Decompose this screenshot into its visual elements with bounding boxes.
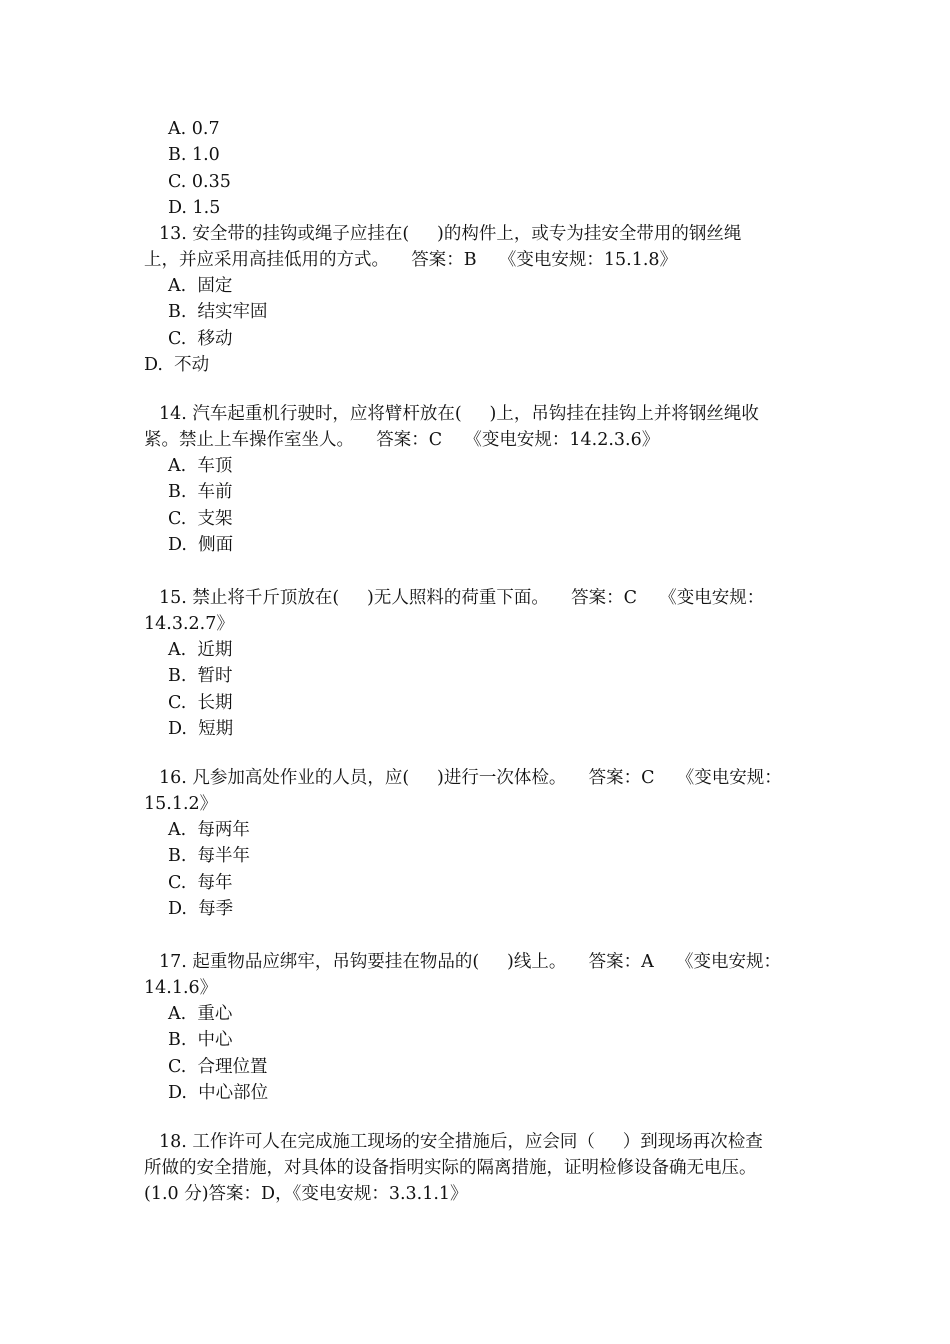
question-15-text: 15. 禁止将千斤顶放在( )无人照料的荷重下面。 答案：C 《变电安规： — [159, 588, 765, 608]
question-16-answer: 15.1.2》 — [144, 794, 218, 814]
option-a: A. 重心 — [168, 1004, 233, 1024]
option-a: A. 0.7 — [168, 119, 220, 139]
option-d: D. 每季 — [168, 899, 234, 919]
option-c: C. 0.35 — [168, 172, 231, 192]
option-d: D. 侧面 — [168, 535, 234, 555]
option-b: B. 每半年 — [168, 846, 251, 866]
question-14-answer: 紧。禁止上车操作室坐人。 答案：C 《变电安规：14.2.3.6》 — [144, 430, 660, 450]
question-15-answer: 14.3.2.7》 — [144, 614, 234, 634]
option-b: B. 暂时 — [168, 666, 233, 686]
question-13-answer: 上，并应采用高挂低用的方式。 答案：B 《变电安规：15.1.8》 — [144, 250, 678, 270]
option-b: B. 车前 — [168, 482, 233, 502]
question-17-answer: 14.1.6》 — [144, 978, 218, 998]
question-18-text-cont: 所做的安全措施，对具体的设备指明实际的隔离措施，证明检修设备确无电压。 — [144, 1158, 757, 1178]
option-a: A. 车顶 — [168, 456, 233, 476]
option-d: D. 中心部位 — [168, 1083, 269, 1103]
option-a: A. 固定 — [168, 276, 233, 296]
option-d: D. 不动 — [144, 355, 210, 375]
option-a: A. 近期 — [168, 640, 233, 660]
option-c: C. 移动 — [168, 329, 233, 349]
option-b: B. 中心 — [168, 1030, 233, 1050]
option-d: D. 短期 — [168, 719, 234, 739]
option-a: A. 每两年 — [168, 820, 250, 840]
option-c: C. 支架 — [168, 509, 233, 529]
question-14-text: 14. 汽车起重机行驶时，应将臂杆放在( )上，吊钩挂在挂钩上并将钢丝绳收 — [159, 404, 759, 424]
question-13-text: 13. 安全带的挂钩或绳子应挂在( )的构件上，或专为挂安全带用的钢丝绳 — [159, 224, 742, 244]
option-b: B. 1.0 — [168, 145, 220, 165]
question-18-text: 18. 工作许可人在完成施工现场的安全措施后，应会同（ ）到现场再次检查 — [159, 1132, 763, 1152]
option-d: D. 1.5 — [168, 198, 221, 218]
question-18-answer: (1.0 分)答案：D，《变电安规：3.3.1.1》 — [144, 1184, 468, 1204]
question-16-text: 16. 凡参加高处作业的人员，应( )进行一次体检。 答案：C 《变电安规： — [159, 768, 782, 788]
option-b: B. 结实牢固 — [168, 302, 268, 322]
option-c: C. 长期 — [168, 693, 233, 713]
option-c: C. 每年 — [168, 873, 233, 893]
question-17-text: 17. 起重物品应绑牢，吊钩要挂在物品的( )线上。 答案：A 《变电安规： — [159, 952, 781, 972]
option-c: C. 合理位置 — [168, 1057, 268, 1077]
